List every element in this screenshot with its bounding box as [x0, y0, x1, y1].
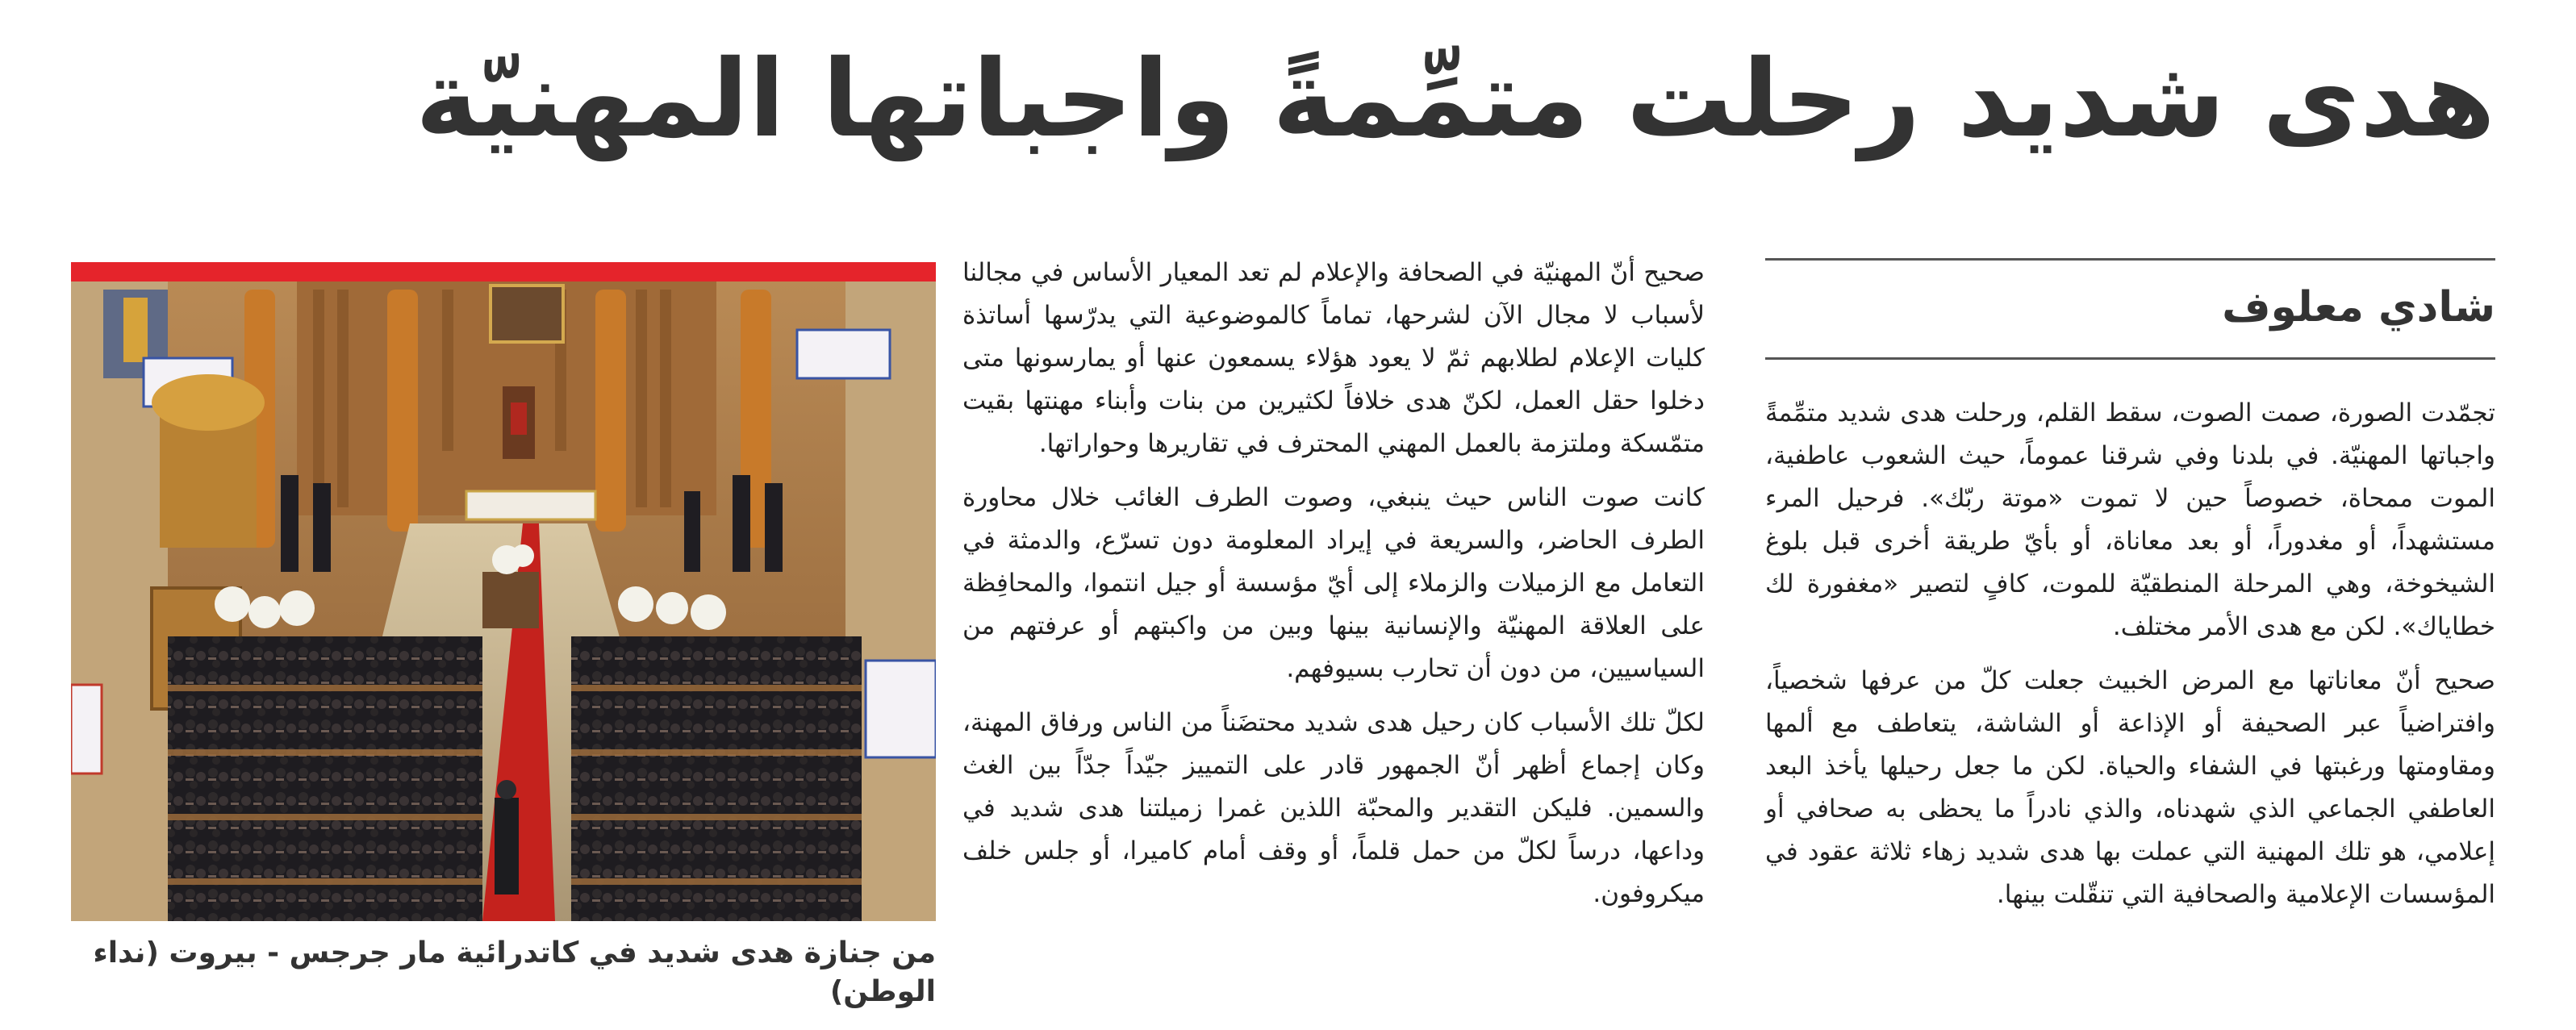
divider-bottom	[1765, 357, 2495, 360]
photo-caption: من جنازة هدى شديد في كاتدرائية مار جرجس - بيروت (نداء الوطن)	[93, 936, 936, 1008]
divider-top	[1765, 258, 2495, 261]
funeral-photo	[71, 281, 936, 921]
body-paragraph: تجمّدت الصورة، صمت الصوت، سقط القلم، ورحلت هدى شديد متمِّمةً واجباتها المهنيّة. في بلدنا وفي شرقنا عموماً، حيث الشعوب عاطفية، الموت ممحاة، خصوصاً حين لا تموت «موتة ربّك». فرحيل المرء مستشهداً، أو مغدوراً، أو بعد معاناة، أو بأيّ طريقة أخرى قبل بلوغ الشيخوخة، وهي المرحلة المنطقيّة للموت، كافٍ لتصير «مغفورة لك خطاياك». لكن مع هدى الأمر مختلف.	[1765, 398, 2495, 641]
photo-block	[71, 262, 936, 1011]
photo-accent-bar	[71, 262, 936, 281]
body-paragraph: كانت صوت الناس حيث ينبغي، وصوت الطرف الغائب خلال محاورة الطرف الحاضر، والسريعة في إيراد المعلومة دون تسرّع، والدمثة في التعامل مع الزميلات والزملاء إلى أيّ مؤسسة أو جيل انتموا، والمحافِظة على العلاقة المهنيّة والإنسانية بينها وبين من واكبتهم أو عرفتهم من السياسيين، من دون أن تحارب بسيوفهم.	[962, 483, 1705, 683]
body-paragraph: صحيح أنّ المهنيّة في الصحافة والإعلام لم تعد المعيار الأساس في مجالنا لأسباب لا مجال الآن لشرحها، تماماً كالموضوعية التي يدرّسها أساتذة كليات الإعلام لطلابهم ثمّ لا يعود هؤلاء يسمعون عنها أو يمارسونها متى دخلوا حقل العمل، لكنّ هدى خلافاً لكثيرين من بنات وأبناء مهنتها بقيت متمّسكة وملتزمة بالعمل المهني المحترف في تقاريرها وحواراتها.	[962, 258, 1705, 458]
article-column-right	[1765, 258, 2495, 928]
body-paragraph: صحيح أنّ معاناتها مع المرض الخبيث جعلت كلّ من عرفها شخصياً، وافتراضياً عبر الصحيفة أو الإذاعة أو الشاشة، يتعاطف مع ألمها ومقاومتها ورغبتها في الشفاء والحياة. لكن ما جعل رحيلها يأخذ البعد العاطفي الجماعي الذي شهدناه، والذي نادراً ما يحظى به صحافي أو إعلامي، هو تلك المهنية التي عملت بها هدى شديد زهاء ثلاثة عقود في المؤسسات الإعلامية والصحافية التي تنقّلت بينها.	[1765, 666, 2495, 909]
author-byline: شادي معلوف	[2222, 283, 2495, 332]
article-column-middle	[962, 252, 1705, 927]
headline: هدى شديد رحلت متمِّمةً واجباتها المهنيّة	[415, 37, 2495, 161]
body-paragraph: لكلّ تلك الأسباب كان رحيل هدى شديد محتضَناً من الناس ورفاق المهنة، وكان إجماع أظهر أنّ الجمهور قادر على التمييز جيّداً جدّاً بين الغث والسمين. فليكن التقدير والمحبّة اللذين غمرا زميلتنا هدى شديد في وداعها، درساً لكلّ من حمل قلماً، أو وقف أمام كاميرا، أو جلس خلف ميكروفون.	[962, 708, 1705, 908]
cathedral-interior-image	[71, 281, 936, 921]
